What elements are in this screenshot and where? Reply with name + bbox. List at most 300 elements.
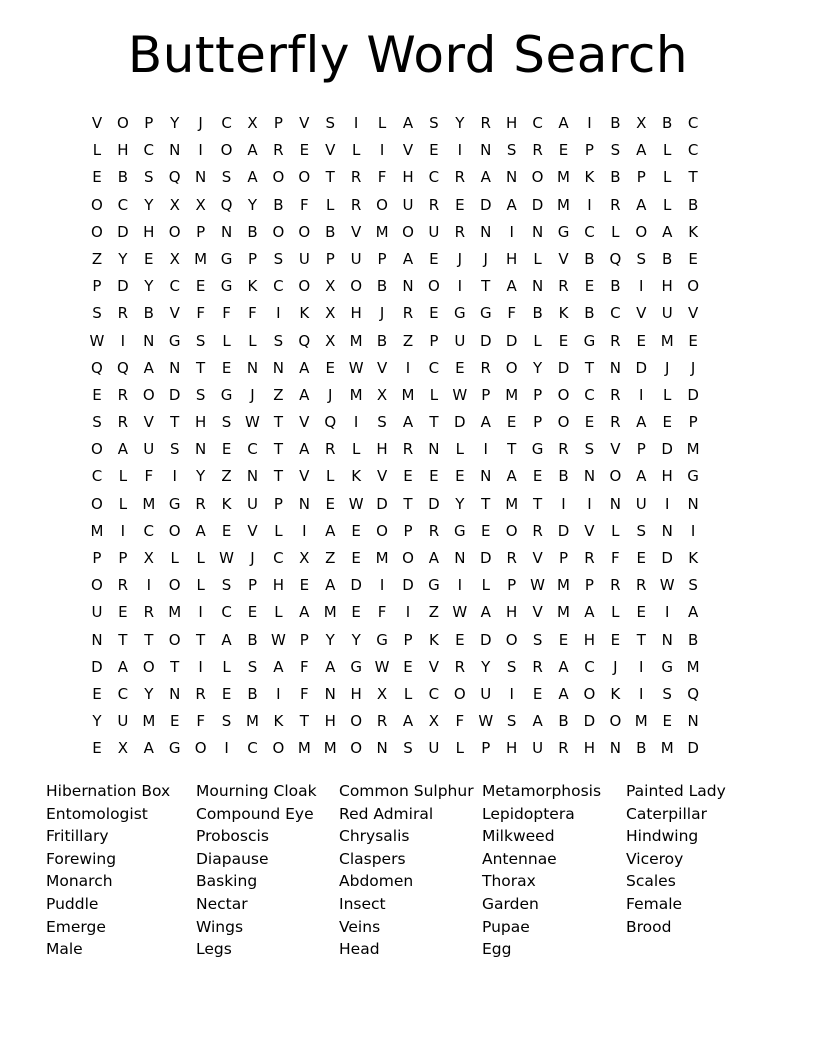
grid-letter[interactable]: P: [92, 549, 102, 567]
grid-letter[interactable]: R: [454, 168, 466, 187]
grid-letter[interactable]: E: [532, 467, 543, 486]
grid-letter[interactable]: I: [587, 494, 592, 513]
grid-letter[interactable]: P: [299, 630, 309, 649]
grid-letter[interactable]: Y: [455, 494, 465, 513]
grid-letter[interactable]: D: [479, 331, 492, 350]
grid-letter[interactable]: A: [221, 630, 232, 649]
grid-letter[interactable]: R: [558, 440, 569, 459]
grid-letter[interactable]: P: [481, 739, 491, 758]
grid-letter[interactable]: B: [584, 304, 595, 323]
grid-letter[interactable]: G: [531, 440, 544, 459]
grid-letter[interactable]: E: [325, 494, 335, 513]
grid-letter[interactable]: N: [661, 630, 673, 649]
grid-letter[interactable]: K: [688, 549, 699, 567]
grid-letter[interactable]: J: [379, 304, 385, 323]
grid-letter[interactable]: Y: [351, 630, 361, 649]
grid-letter[interactable]: M: [505, 494, 519, 513]
grid-letter[interactable]: V: [428, 657, 440, 676]
grid-letter[interactable]: H: [272, 576, 285, 595]
grid-letter[interactable]: E: [92, 168, 102, 187]
grid-letter[interactable]: M: [297, 739, 311, 758]
grid-letter[interactable]: T: [273, 440, 283, 459]
grid-letter[interactable]: O: [91, 195, 103, 214]
grid-letter[interactable]: G: [168, 331, 181, 350]
grid-letter[interactable]: Q: [324, 413, 337, 432]
grid-letter[interactable]: T: [636, 630, 646, 649]
grid-letter[interactable]: A: [636, 195, 647, 214]
grid-letter[interactable]: L: [611, 222, 620, 241]
grid-letter[interactable]: Y: [196, 467, 206, 486]
grid-letter[interactable]: V: [351, 222, 362, 241]
word-list-item[interactable]: Legs: [196, 940, 232, 959]
grid-letter[interactable]: X: [143, 549, 154, 567]
grid-letter[interactable]: E: [455, 195, 465, 214]
grid-letter[interactable]: W: [219, 549, 234, 567]
grid-letter[interactable]: Y: [533, 358, 543, 377]
grid-letter[interactable]: W: [452, 385, 468, 404]
grid-letter[interactable]: I: [120, 331, 126, 350]
word-list-item[interactable]: Thorax: [482, 872, 536, 891]
grid-letter[interactable]: D: [91, 657, 103, 676]
grid-letter[interactable]: L: [663, 385, 672, 404]
grid-letter[interactable]: E: [325, 358, 335, 377]
grid-letter[interactable]: G: [376, 630, 388, 649]
grid-letter[interactable]: T: [584, 358, 595, 377]
grid-letter[interactable]: N: [195, 168, 207, 187]
grid-letter[interactable]: O: [428, 277, 440, 296]
grid-letter[interactable]: A: [428, 549, 440, 567]
grid-letter[interactable]: N: [506, 168, 518, 187]
grid-letter[interactable]: E: [558, 630, 569, 649]
grid-letter[interactable]: A: [558, 684, 569, 703]
grid-letter[interactable]: H: [506, 739, 518, 758]
grid-letter[interactable]: E: [662, 413, 672, 432]
grid-letter[interactable]: D: [661, 440, 673, 459]
grid-letter[interactable]: R: [532, 657, 543, 676]
word-list-item[interactable]: Caterpillar: [626, 804, 707, 823]
grid-letter[interactable]: U: [661, 304, 673, 323]
grid-letter[interactable]: R: [350, 168, 362, 187]
grid-letter[interactable]: P: [429, 331, 439, 350]
grid-letter[interactable]: I: [587, 114, 592, 132]
grid-letter[interactable]: V: [299, 114, 310, 132]
grid-letter[interactable]: F: [377, 603, 387, 622]
grid-letter[interactable]: M: [168, 603, 182, 622]
grid-letter[interactable]: N: [376, 739, 388, 758]
word-list-item[interactable]: Puddle: [46, 894, 99, 913]
grid-letter[interactable]: N: [324, 684, 336, 703]
grid-letter[interactable]: L: [663, 168, 672, 187]
grid-letter[interactable]: N: [687, 712, 699, 731]
grid-letter[interactable]: N: [246, 358, 259, 377]
grid-letter[interactable]: O: [91, 576, 103, 595]
grid-letter[interactable]: C: [117, 684, 129, 703]
grid-letter[interactable]: N: [272, 358, 285, 377]
grid-letter[interactable]: P: [247, 576, 257, 595]
word-list-item[interactable]: Head: [339, 940, 380, 959]
grid-letter[interactable]: Q: [609, 249, 622, 268]
word-list-item[interactable]: Red Admiral: [339, 804, 434, 823]
grid-letter[interactable]: U: [428, 739, 440, 758]
grid-letter[interactable]: E: [351, 603, 361, 622]
grid-letter[interactable]: N: [609, 494, 621, 513]
grid-letter[interactable]: A: [195, 521, 206, 540]
grid-letter[interactable]: I: [639, 684, 644, 703]
grid-letter[interactable]: N: [298, 494, 310, 513]
grid-letter[interactable]: L: [663, 195, 672, 214]
word-list-item[interactable]: Milkweed: [482, 827, 555, 846]
grid-letter[interactable]: R: [325, 440, 336, 459]
grid-letter[interactable]: R: [402, 304, 414, 323]
word-list-item[interactable]: Hibernation Box: [46, 782, 171, 800]
grid-letter[interactable]: A: [636, 413, 647, 432]
grid-letter[interactable]: G: [661, 657, 673, 676]
grid-letter[interactable]: A: [480, 603, 491, 622]
grid-letter[interactable]: S: [273, 331, 284, 350]
grid-letter[interactable]: N: [480, 141, 492, 160]
grid-letter[interactable]: E: [221, 684, 232, 703]
grid-letter[interactable]: E: [558, 331, 569, 350]
grid-letter[interactable]: Q: [91, 358, 103, 377]
grid-letter[interactable]: Z: [402, 331, 414, 350]
grid-letter[interactable]: B: [662, 249, 673, 268]
grid-letter[interactable]: G: [220, 277, 233, 296]
grid-letter[interactable]: I: [509, 222, 514, 241]
grid-letter[interactable]: M: [660, 331, 674, 350]
word-list-item[interactable]: Forewing: [46, 849, 117, 868]
grid-letter[interactable]: D: [505, 331, 518, 350]
grid-letter[interactable]: C: [247, 739, 258, 758]
grid-letter[interactable]: S: [169, 440, 180, 459]
grid-letter[interactable]: T: [144, 630, 154, 649]
grid-letter[interactable]: U: [428, 222, 440, 241]
grid-letter[interactable]: T: [196, 358, 206, 377]
grid-letter[interactable]: N: [480, 222, 492, 241]
grid-letter[interactable]: T: [403, 494, 413, 513]
grid-letter[interactable]: H: [506, 249, 518, 268]
grid-letter[interactable]: H: [350, 304, 362, 323]
grid-letter[interactable]: B: [584, 249, 595, 268]
grid-letter[interactable]: L: [118, 467, 128, 486]
grid-letter[interactable]: N: [402, 277, 414, 296]
grid-letter[interactable]: T: [325, 168, 335, 187]
grid-letter[interactable]: W: [374, 657, 390, 676]
grid-letter[interactable]: O: [142, 657, 155, 676]
grid-letter[interactable]: Y: [118, 249, 128, 268]
grid-letter[interactable]: D: [661, 549, 673, 567]
grid-letter[interactable]: E: [429, 467, 439, 486]
grid-letter[interactable]: G: [557, 222, 570, 241]
grid-letter[interactable]: S: [506, 141, 517, 160]
grid-letter[interactable]: D: [557, 358, 570, 377]
grid-letter[interactable]: S: [636, 521, 647, 540]
grid-letter[interactable]: O: [505, 521, 518, 540]
grid-letter[interactable]: L: [196, 576, 205, 595]
grid-letter[interactable]: A: [506, 467, 517, 486]
grid-letter[interactable]: I: [639, 277, 644, 296]
grid-letter[interactable]: E: [636, 549, 647, 567]
grid-letter[interactable]: B: [687, 630, 699, 649]
grid-letter[interactable]: I: [561, 494, 566, 513]
grid-letter[interactable]: E: [455, 358, 465, 377]
grid-letter[interactable]: P: [196, 222, 206, 241]
grid-letter[interactable]: P: [273, 494, 283, 513]
grid-letter[interactable]: B: [273, 195, 284, 214]
grid-letter[interactable]: E: [558, 141, 569, 160]
grid-letter[interactable]: S: [403, 739, 413, 758]
grid-letter[interactable]: G: [454, 304, 466, 323]
grid-letter[interactable]: T: [533, 494, 543, 513]
grid-letter[interactable]: B: [325, 222, 336, 241]
grid-letter[interactable]: C: [117, 195, 129, 214]
grid-letter[interactable]: O: [91, 222, 103, 241]
word-list-item[interactable]: Egg: [482, 940, 512, 959]
grid-letter[interactable]: O: [453, 684, 466, 703]
grid-letter[interactable]: M: [349, 385, 363, 404]
grid-letter[interactable]: U: [480, 684, 492, 703]
grid-letter[interactable]: P: [507, 576, 517, 595]
grid-letter[interactable]: E: [299, 141, 310, 160]
word-list-item[interactable]: Scales: [626, 872, 676, 891]
grid-letter[interactable]: N: [661, 521, 673, 540]
word-list-item[interactable]: Insect: [339, 894, 386, 913]
grid-letter[interactable]: X: [636, 114, 647, 132]
grid-letter[interactable]: C: [221, 603, 232, 622]
grid-letter[interactable]: N: [480, 467, 492, 486]
grid-letter[interactable]: J: [613, 657, 618, 676]
grid-letter[interactable]: J: [457, 249, 463, 268]
grid-letter[interactable]: S: [92, 413, 102, 432]
grid-letter[interactable]: D: [687, 385, 699, 404]
grid-letter[interactable]: P: [533, 413, 543, 432]
grid-letter[interactable]: A: [299, 603, 310, 622]
grid-letter[interactable]: I: [379, 141, 385, 160]
word-list-item[interactable]: Painted Lady: [626, 782, 726, 800]
grid-letter[interactable]: O: [272, 222, 285, 241]
grid-letter[interactable]: S: [144, 168, 154, 187]
grid-letter[interactable]: R: [610, 195, 621, 214]
grid-letter[interactable]: Y: [325, 630, 335, 649]
grid-letter[interactable]: D: [350, 576, 362, 595]
grid-letter[interactable]: R: [350, 195, 362, 214]
grid-letter[interactable]: I: [146, 576, 151, 595]
grid-letter[interactable]: M: [142, 494, 156, 513]
grid-letter[interactable]: H: [661, 467, 673, 486]
grid-letter[interactable]: E: [247, 603, 258, 622]
word-list-item[interactable]: Chrysalis: [339, 827, 410, 846]
grid-letter[interactable]: T: [196, 630, 206, 649]
grid-letter[interactable]: W: [348, 358, 364, 377]
grid-letter[interactable]: O: [531, 168, 544, 187]
word-list-item[interactable]: Diapause: [196, 849, 269, 868]
grid-letter[interactable]: A: [480, 413, 491, 432]
grid-letter[interactable]: T: [507, 440, 517, 459]
grid-letter[interactable]: R: [195, 684, 206, 703]
grid-letter[interactable]: D: [583, 712, 596, 731]
grid-letter[interactable]: K: [428, 630, 439, 649]
grid-letter[interactable]: T: [273, 413, 283, 432]
grid-letter[interactable]: N: [91, 630, 103, 649]
grid-letter[interactable]: C: [428, 168, 440, 187]
grid-letter[interactable]: V: [532, 549, 543, 567]
grid-letter[interactable]: Y: [455, 114, 465, 132]
grid-letter[interactable]: H: [143, 222, 155, 241]
grid-letter[interactable]: S: [92, 304, 102, 323]
grid-letter[interactable]: I: [276, 304, 281, 323]
grid-letter[interactable]: V: [532, 603, 543, 622]
word-list-item[interactable]: Monarch: [46, 872, 113, 891]
grid-letter[interactable]: S: [221, 413, 232, 432]
grid-letter[interactable]: E: [92, 684, 102, 703]
grid-letter[interactable]: P: [584, 576, 594, 595]
grid-letter[interactable]: J: [250, 549, 255, 567]
grid-letter[interactable]: E: [481, 521, 491, 540]
grid-letter[interactable]: M: [323, 603, 337, 622]
grid-letter[interactable]: E: [92, 739, 102, 758]
grid-letter[interactable]: X: [325, 277, 336, 296]
grid-letter[interactable]: K: [221, 494, 232, 513]
grid-letter[interactable]: P: [403, 630, 413, 649]
grid-letter[interactable]: I: [457, 277, 463, 296]
grid-letter[interactable]: I: [198, 603, 203, 622]
grid-letter[interactable]: L: [533, 249, 542, 268]
grid-letter[interactable]: E: [584, 413, 595, 432]
grid-letter[interactable]: E: [429, 249, 439, 268]
grid-letter[interactable]: M: [557, 603, 570, 622]
grid-letter[interactable]: C: [91, 467, 103, 486]
grid-letter[interactable]: P: [118, 549, 128, 567]
grid-letter[interactable]: W: [245, 413, 260, 432]
grid-letter[interactable]: V: [169, 304, 180, 323]
grid-letter[interactable]: G: [168, 739, 181, 758]
grid-letter[interactable]: E: [506, 413, 517, 432]
grid-letter[interactable]: T: [429, 413, 439, 432]
grid-letter[interactable]: D: [557, 521, 570, 540]
grid-letter[interactable]: B: [687, 195, 699, 214]
grid-letter[interactable]: S: [610, 141, 621, 160]
grid-letter[interactable]: C: [428, 684, 440, 703]
grid-letter[interactable]: F: [299, 657, 309, 676]
grid-letter[interactable]: C: [221, 114, 232, 132]
grid-letter[interactable]: G: [220, 385, 233, 404]
grid-letter[interactable]: U: [246, 494, 258, 513]
grid-letter[interactable]: P: [325, 249, 335, 268]
grid-letter[interactable]: L: [377, 114, 387, 132]
grid-letter[interactable]: L: [429, 385, 439, 404]
word-list-item[interactable]: Pupae: [482, 917, 530, 936]
grid-letter[interactable]: U: [298, 249, 310, 268]
grid-letter[interactable]: E: [688, 249, 698, 268]
grid-letter[interactable]: A: [636, 467, 647, 486]
grid-letter[interactable]: M: [557, 168, 570, 187]
grid-letter[interactable]: D: [168, 385, 181, 404]
grid-letter[interactable]: H: [583, 630, 596, 649]
grid-letter[interactable]: L: [92, 141, 102, 160]
grid-letter[interactable]: L: [455, 739, 465, 758]
grid-letter[interactable]: H: [350, 684, 362, 703]
grid-letter[interactable]: O: [376, 521, 388, 540]
grid-letter[interactable]: E: [532, 684, 543, 703]
grid-letter[interactable]: G: [583, 331, 596, 350]
grid-letter[interactable]: U: [402, 195, 414, 214]
grid-letter[interactable]: R: [117, 385, 129, 404]
grid-letter[interactable]: E: [351, 549, 361, 567]
grid-letter[interactable]: X: [117, 739, 128, 758]
grid-letter[interactable]: O: [635, 222, 648, 241]
grid-letter[interactable]: X: [169, 195, 180, 214]
grid-letter[interactable]: N: [583, 467, 596, 486]
grid-letter[interactable]: S: [584, 440, 595, 459]
word-list-item[interactable]: Garden: [482, 894, 539, 913]
grid-letter[interactable]: R: [558, 739, 569, 758]
grid-letter[interactable]: U: [117, 712, 129, 731]
grid-letter[interactable]: Y: [144, 684, 154, 703]
grid-letter[interactable]: D: [687, 739, 699, 758]
grid-letter[interactable]: D: [479, 630, 492, 649]
grid-letter[interactable]: L: [611, 603, 620, 622]
grid-letter[interactable]: K: [299, 304, 310, 323]
grid-letter[interactable]: M: [686, 657, 700, 676]
grid-letter[interactable]: V: [91, 114, 103, 132]
grid-letter[interactable]: V: [636, 304, 647, 323]
grid-letter[interactable]: Q: [220, 195, 233, 214]
grid-letter[interactable]: W: [270, 630, 286, 649]
grid-letter[interactable]: T: [118, 630, 128, 649]
grid-letter[interactable]: C: [143, 141, 155, 160]
grid-letter[interactable]: F: [222, 304, 231, 323]
grid-letter[interactable]: B: [636, 739, 647, 758]
grid-letter[interactable]: A: [325, 657, 336, 676]
grid-letter[interactable]: V: [610, 440, 621, 459]
grid-letter[interactable]: L: [351, 141, 361, 160]
grid-letter[interactable]: I: [457, 576, 463, 595]
grid-letter[interactable]: E: [195, 277, 206, 296]
grid-letter[interactable]: N: [609, 739, 621, 758]
grid-letter[interactable]: G: [454, 521, 466, 540]
grid-letter[interactable]: L: [196, 549, 205, 567]
grid-letter[interactable]: T: [170, 413, 180, 432]
grid-letter[interactable]: A: [402, 249, 414, 268]
grid-letter[interactable]: F: [455, 712, 465, 731]
grid-letter[interactable]: O: [350, 277, 363, 296]
grid-letter[interactable]: T: [481, 494, 491, 513]
grid-letter[interactable]: B: [662, 114, 673, 132]
grid-letter[interactable]: I: [587, 195, 592, 214]
grid-letter[interactable]: R: [506, 549, 517, 567]
grid-letter[interactable]: D: [479, 549, 492, 567]
grid-letter[interactable]: V: [247, 521, 258, 540]
grid-letter[interactable]: F: [196, 712, 205, 731]
grid-letter[interactable]: O: [557, 385, 570, 404]
grid-letter[interactable]: P: [584, 141, 594, 160]
grid-letter[interactable]: S: [688, 576, 698, 595]
grid-letter[interactable]: O: [272, 739, 285, 758]
grid-letter[interactable]: A: [325, 521, 336, 540]
grid-letter[interactable]: P: [377, 249, 387, 268]
grid-letter[interactable]: F: [377, 168, 387, 187]
grid-letter[interactable]: U: [454, 331, 466, 350]
grid-letter[interactable]: M: [375, 549, 389, 567]
grid-letter[interactable]: L: [248, 331, 257, 350]
grid-letter[interactable]: B: [558, 467, 569, 486]
grid-letter[interactable]: S: [662, 684, 672, 703]
grid-letter[interactable]: L: [222, 331, 231, 350]
grid-letter[interactable]: A: [402, 413, 414, 432]
grid-letter[interactable]: O: [557, 413, 570, 432]
grid-letter[interactable]: R: [143, 603, 154, 622]
grid-letter[interactable]: W: [348, 494, 364, 513]
grid-letter[interactable]: D: [117, 222, 129, 241]
